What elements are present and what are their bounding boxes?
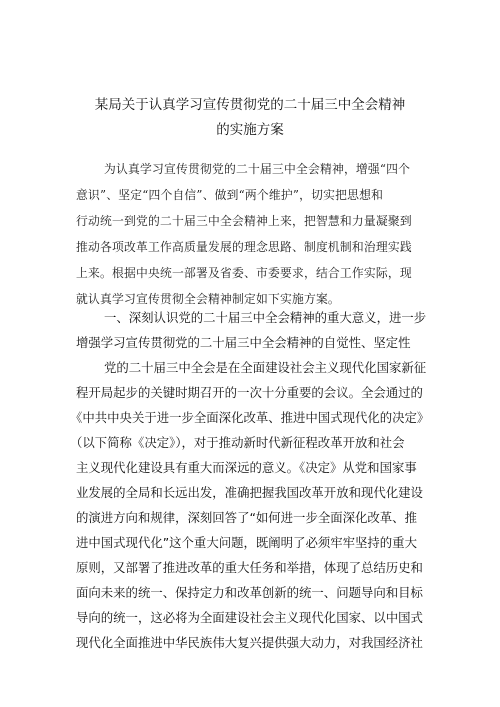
intro-paragraph-line: 意识”、坚定“四个自信”、做到“两个维护”，切实把思想和 xyxy=(76,188,384,202)
body-paragraph-line: 程开局起步的关键时期召开的一次十分重要的会议。全会通过的 xyxy=(76,385,423,400)
body-paragraph-line: 《中共中央关于进一步全面深化改革、推进中国式现代化的决定》 xyxy=(70,410,430,425)
body-paragraph-line: 现代化全面推进中华民族伟大复兴提供强大动力，对我国经济社 xyxy=(76,635,423,650)
body-paragraph-line: 业发展的全局和长远出发，准确把握我国改革开放和现代化建设 xyxy=(76,485,423,500)
body-paragraph-line: 进中国式现代化”这个重大问题，既阐明了必须牢牢坚持的重大 xyxy=(76,535,417,550)
body-paragraph-line: 党的二十届三中全会是在全面建设社会主义现代化国家新征 xyxy=(104,360,427,375)
document-title-line-2: 的实施方案 xyxy=(216,122,284,138)
intro-paragraph-line: 推动各项改革工作高质量发展的理念思路、制度机制和治理实践 xyxy=(76,240,412,254)
section-heading-line: 一、深刻认识党的二十届三中全会精神的重大意义，进一步 xyxy=(104,310,427,325)
body-paragraph-line: 面向未来的统一、保持定力和改革创新的统一、问题导向和目标 xyxy=(76,585,423,600)
body-paragraph-line: 原则，又部署了推进改革的重大任务和举措，体现了总结历史和 xyxy=(76,560,423,575)
body-paragraph-line: （以下简称《决定》），对于推动新时代新征程改革开放和社会 xyxy=(70,435,405,450)
intro-paragraph-line: 上来。根据中央统一部署及省委、市委要求，结合工作实际，现 xyxy=(76,266,412,280)
intro-paragraph-line: 为认真学习宣传贯彻党的二十届三中全会精神，增强“四个 xyxy=(104,162,411,176)
body-paragraph-line: 导向的统一，这必将为全面建设社会主义现代化国家、以中国式 xyxy=(76,610,423,625)
document-title-line-1: 某局关于认真学习宣传贯彻党的二十届三中全会精神 xyxy=(94,97,406,113)
section-heading-line: 增强学习宣传贯彻党的二十届三中全会精神的自觉性、坚定性 xyxy=(76,335,411,350)
body-paragraph-line: 的演进方向和规律，深刻回答了“如何进一步全面深化改革、推 xyxy=(76,510,417,525)
intro-paragraph-line: 行动统一到党的二十届三中全会精神上来，把智慧和力量凝聚到 xyxy=(76,214,412,228)
body-paragraph-line: 主义现代化建设具有重大而深远的意义。《决定》从党和国家事 xyxy=(76,460,417,475)
intro-paragraph-line: 就认真学习宣传贯彻全会精神制定如下实施方案。 xyxy=(76,292,340,306)
